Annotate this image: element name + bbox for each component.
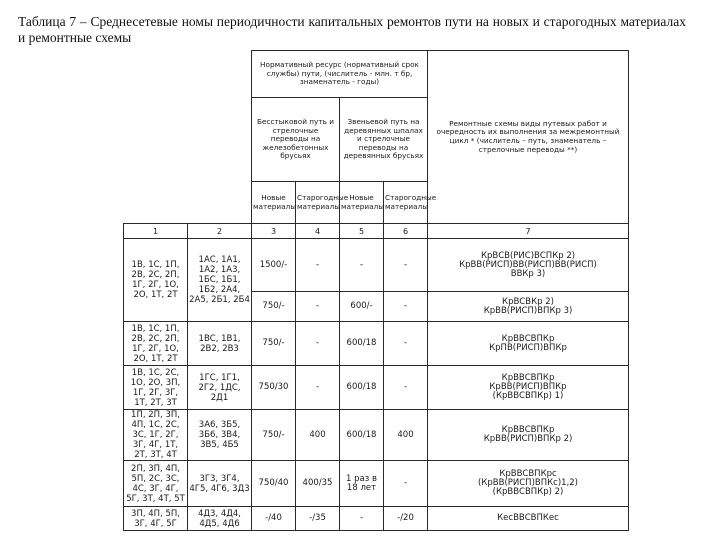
col-number: 7 [428,224,629,239]
cell-value: - [384,292,428,322]
cell-scheme: КрВСВ(РИС)ВСПКр 2) КрВВ(РИСП)ВВ(РИСП)ВВ(РИСП) ВВКр 3) [428,239,629,292]
cell-value: 1500/- [252,239,296,292]
cell-value: 400 [296,410,340,461]
table-caption: Таблица 7 – Среднесетевые номы периодичности капитальных ремонтов пути на новых и старогодных материалах и ремонтные схемы [18,14,686,45]
cell-value: - [340,239,384,292]
col-number: 2 [188,224,252,239]
cell-value: 600/18 [340,322,384,366]
cell-value: - [296,322,340,366]
cell-class: 1В, 1С, 1П, 2В, 2С, 2П, 1Г, 2Г, 1О, 2О, 1Т, 2Т [124,239,188,322]
cell-group: 1ВС, 1В1, 2В2, 2В3 [188,322,252,366]
cell-scheme: КесВВСВПКес [428,507,629,531]
cell-value: 400 [384,410,428,461]
header-old-1: Старогодные материалы [296,182,340,224]
cell-value: -/35 [296,507,340,531]
cell-value: - [296,366,340,410]
cell-value: 750/- [252,410,296,461]
cell-value: - [296,292,340,322]
table-row [124,507,629,531]
table-row [124,461,629,507]
cell-value: 750/40 [252,461,296,507]
cell-value: - [384,366,428,410]
cell-class: 1В, 1С, 1П, 2В, 2С, 2П, 1Г, 2Г, 1О, 2О, 1Т, 2Т [124,322,188,366]
header-resource: Нормативный ресурс (нормативный срок службы) пути, (числитель - млн. т бр, знаменатель - годы) [252,51,428,98]
cell-value: - [384,461,428,507]
cell-group: 1ГС, 1Г1, 2Г2, 1ДС, 2Д1 [188,366,252,410]
cell-class: 2П, 3П, 4П, 5П, 2С, 3С, 4С, 3Г, 4Г, 5Г, 3Т, 4Т, 5Т [124,461,188,507]
header-jointed: Звеньевой путь на деревянных шпалах и стрелочные переводы на деревянных брусьях [340,98,428,182]
cell-value: 750/30 [252,366,296,410]
cell-value: 600/18 [340,410,384,461]
cell-value: - [340,507,384,531]
cell-scheme: КрВВСВПКр КрВВ(РИСП)ВПКр (КрВВСВПКр) 1) [428,366,629,410]
cell-value: -/20 [384,507,428,531]
maintenance-table [123,50,629,531]
cell-group: 1АС, 1А1, 1А2, 1А3, 1БС, 1Б1, 1Б2, 2А4, 2А5, 2Б1, 2Б4 [188,239,252,322]
cell-value: - [384,239,428,292]
cell-class: 1П, 2П, 3П, 4П, 1С, 2С, 3С, 1Г, 2Г, 3Г, 4Г, 1Т, 2Т, 3Т, 4Т [124,410,188,461]
cell-value: - [296,239,340,292]
cell-value: 750/- [252,322,296,366]
header-new-1: Новые материалы [252,182,296,224]
header-new-2: Новые материалы [340,182,384,224]
cell-value: - [384,322,428,366]
table-row [124,410,629,461]
header-seamless: Бесстыковой путь и стрелочные переводы на железобетонных брусьях [252,98,340,182]
cell-value: 1 раз в 18 лет [340,461,384,507]
table-row [124,322,629,366]
cell-value: 750/- [252,292,296,322]
cell-value: 600/18 [340,366,384,410]
table-row [124,239,629,292]
cell-value: 600/- [340,292,384,322]
col-number: 6 [384,224,428,239]
header-schemes: Ремонтные схемы виды путевых работ и очередность их выполнения за межремонтный цикл * (числитель – путь, знаменатель – стрелочные переводы **) [428,51,629,224]
cell-value: 400/35 [296,461,340,507]
cell-value: -/40 [252,507,296,531]
col-number: 4 [296,224,340,239]
cell-group: 3Г3, 3Г4, 4Г5, 4Г6, 3Д3 [188,461,252,507]
cell-scheme: КрВСВКр 2) КрВВ(РИСП)ВПКр 3) [428,292,629,322]
col-number: 1 [124,224,188,239]
col-number: 3 [252,224,296,239]
cell-scheme: КрВВСВПКрс (КрВВ(РИСП)ВПКс)1,2) (КрВВСВПКр) 2) [428,461,629,507]
cell-scheme: КрВВСВПКр КрВВ(РИСП)ВПКр 2) [428,410,629,461]
header-old-2: Старогодные материалы [384,182,428,224]
cell-class: 3П, 4П, 5П, 3Г, 4Г, 5Г [124,507,188,531]
cell-group: 4Д3, 4Д4, 4Д5, 4Д6 [188,507,252,531]
col-number: 5 [340,224,384,239]
scanned-table [123,50,628,528]
cell-group: 3А6, 3Б5, 3Б6, 3В4, 3В5, 4Б5 [188,410,252,461]
table-row [124,366,629,410]
cell-class: 1В, 1С, 2С, 1О, 2О, 3П, 1Г, 2Г, 3Г, 1Т, 2Т, 3Т [124,366,188,410]
cell-scheme: КрВВСВПКр КрПВ(РИСП)ВПКр [428,322,629,366]
